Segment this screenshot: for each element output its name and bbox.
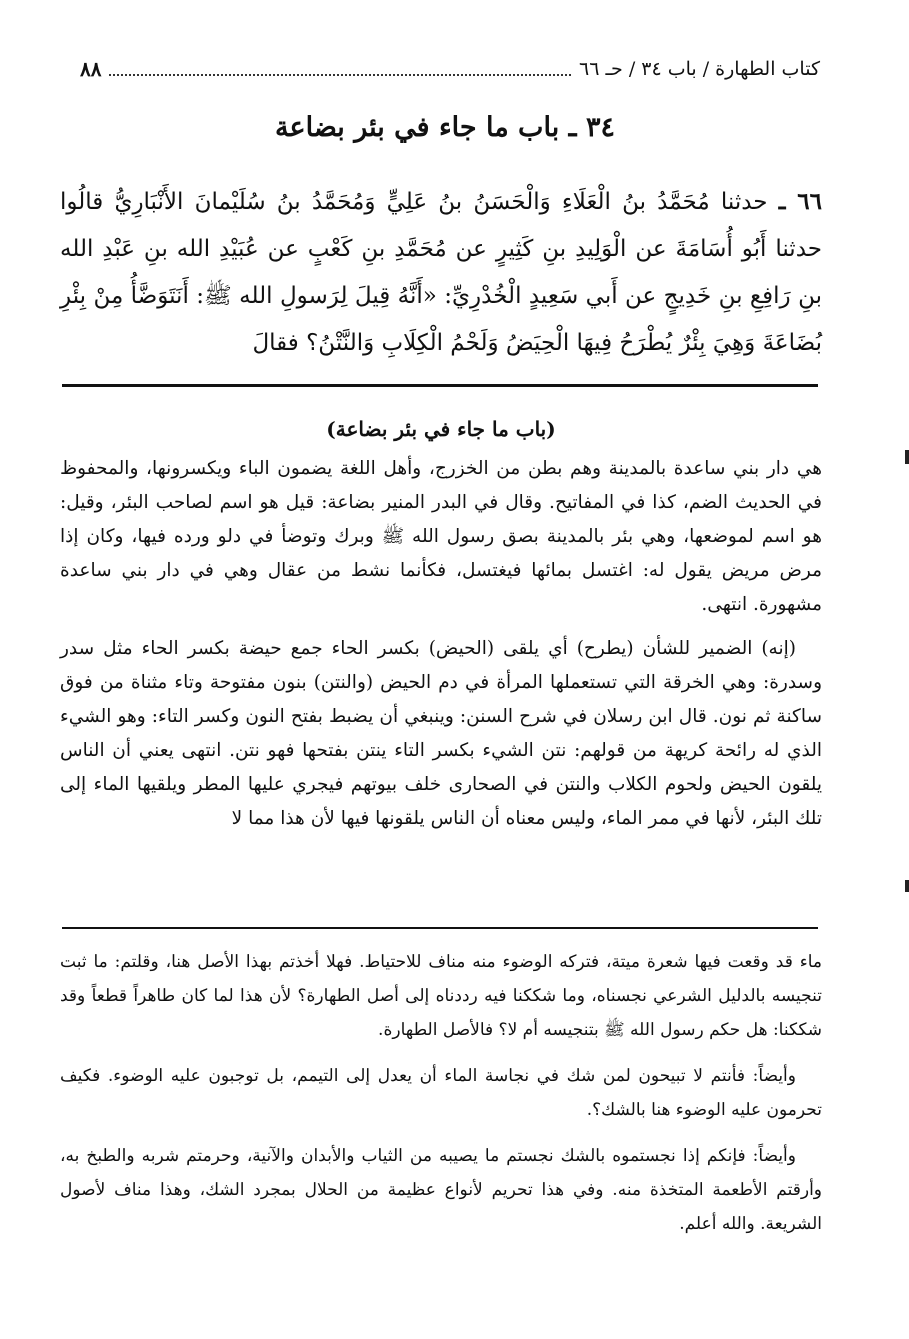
scan-edge-mark <box>905 450 909 464</box>
hadith-text: حدثنا مُحَمَّدُ بنُ الْعَلَاءِ وَالْحَسَنُ بنُ عَلِيٍّ وَمُحَمَّدُ بنُ سُلَيْمانَ الأَنْبَارِيُّ قالُوا حدثنا أَبُو أُسَامَةَ عن الْوَلِيدِ بنِ كَثِيرٍ عن مُحَمَّدِ بنِ كَعْبٍ عن عُبَيْدِ الله بنِ عَبْدِ الله بنِ رَافِعِ بنِ خَدِيجٍ عن أَبي سَعِيدٍ الْخُدْرِيِّ: «أَنَّهُ قِيلَ لِرَسولِ الله ﷺ: أَنَتَوَضَّأُ مِنْ بِئْرِ بُضَاعَةَ وَهِيَ بِئْرٌ يُطْرَحُ فِيهَا الْحِيَضُ وَلَحْمُ الْكِلَابِ وَالنَّتْنُ؟ فقالَ <box>60 189 822 356</box>
footnote-divider <box>62 927 818 929</box>
commentary-paragraph: هي دار بني ساعدة بالمدينة وهم بطن من الخزرج، وأهل اللغة يضمون الباء ويكسرونها، والمحفوظ في الحديث الضم، كذا في المفاتيح. وقال في البدر المنير بضاعة: قيل هو اسم لصاحب البئر، وقيل: هو اسم لموضعها، وهي بئر بالمدينة بصق رسول الله ﷺ وبرك وتوضأ في دلو ورده فيها، وكان إذا مرض مريض يقول له: اغتسل بمائها فيغتسل، فكأنما نشط من عقال وهي في دار بني ساعدة مشهورة. انتهى. <box>60 458 823 615</box>
main-divider <box>62 384 818 387</box>
page-number: ٨٨ <box>80 57 102 81</box>
chapter-title: ٣٤ ـ باب ما جاء في بئر بضاعة <box>275 112 615 143</box>
running-title: كتاب الطهارة / باب ٣٤ / حـ ٦٦ <box>579 58 820 80</box>
footnote-block <box>60 945 822 1253</box>
header-dot-leader <box>109 62 571 76</box>
running-header <box>70 52 820 86</box>
scan-edge-mark <box>905 880 909 892</box>
hadith-text-block <box>60 178 822 367</box>
hadith-number: ٦٦ ـ <box>778 188 823 215</box>
commentary-paragraph: (إنه) الضمير للشأن (يطرح) أي يلقى (الحيض) بكسر الحاء جمع حيضة بكسر الحاء مثل سدر وسدرة: وهي الخرقة التي تستعملها المرأة في دم الحيض (والنتن) بنون مفتوحة وتاء مثناة من فوق ساكنة ثم نون. قال ابن رسلان في شرح السنن: وينبغي أن يضبط بفتح النون وكسر التاء: وهو الشيء الذي له رائحة كريهة من قولهم: نتن الشيء بكسر التاء ينتن بفتحها فهو نتن. انتهى يعني أن الناس يلقون الحيض ولحوم الكلاب والنتن في الصحارى خلف بيوتهم فيجري عليها المطر ويلقيها الماء إلى تلك البئر، لأنها في ممر الماء، وليس معناه أن الناس يلقونها فيها لأن هذا مما لا <box>60 638 822 829</box>
footnote-paragraph: ماء قد وقعت فيها شعرة ميتة، فتركه الوضوء منه مناف للاحتياط. فهلا أخذتم بهذا الأصل هنا، وقلتم: ما ثبت تنجيسه بالدليل الشرعي نجسناه، وما شككنا فيه رددناه إلى أصل الطهارة؟ لأن هذا لما كان طاهراً قطعاً وقد شككنا: هل حكم رسول الله ﷺ بتنجيسه أم لا؟ فالأصل الطهارة. <box>60 952 822 1040</box>
footnote-paragraph: وأيضاً: فأنتم لا تبيحون لمن شك في نجاسة الماء أن يعدل إلى التيمم، بل توجبون عليه الوضوء. فكيف تحرمون عليه الوضوء هنا بالشك؟. <box>60 1066 822 1120</box>
footnote-paragraph: وأيضاً: فإنكم إذا نجستموه بالشك نجستم ما يصيبه من الثياب والأبدان والآنية، وحرمتم شربه والطبخ به، وأرقتم الأطعمة المتخذة منه. وفي هذا تحريم لأنواع عظيمة من الحلال بمجرد الشك، وهذا مناف لأصول الشريعة. والله أعلم. <box>60 1146 822 1234</box>
commentary-heading: (باب ما جاء في بئر بضاعة) <box>326 417 556 441</box>
commentary-block <box>60 412 822 846</box>
